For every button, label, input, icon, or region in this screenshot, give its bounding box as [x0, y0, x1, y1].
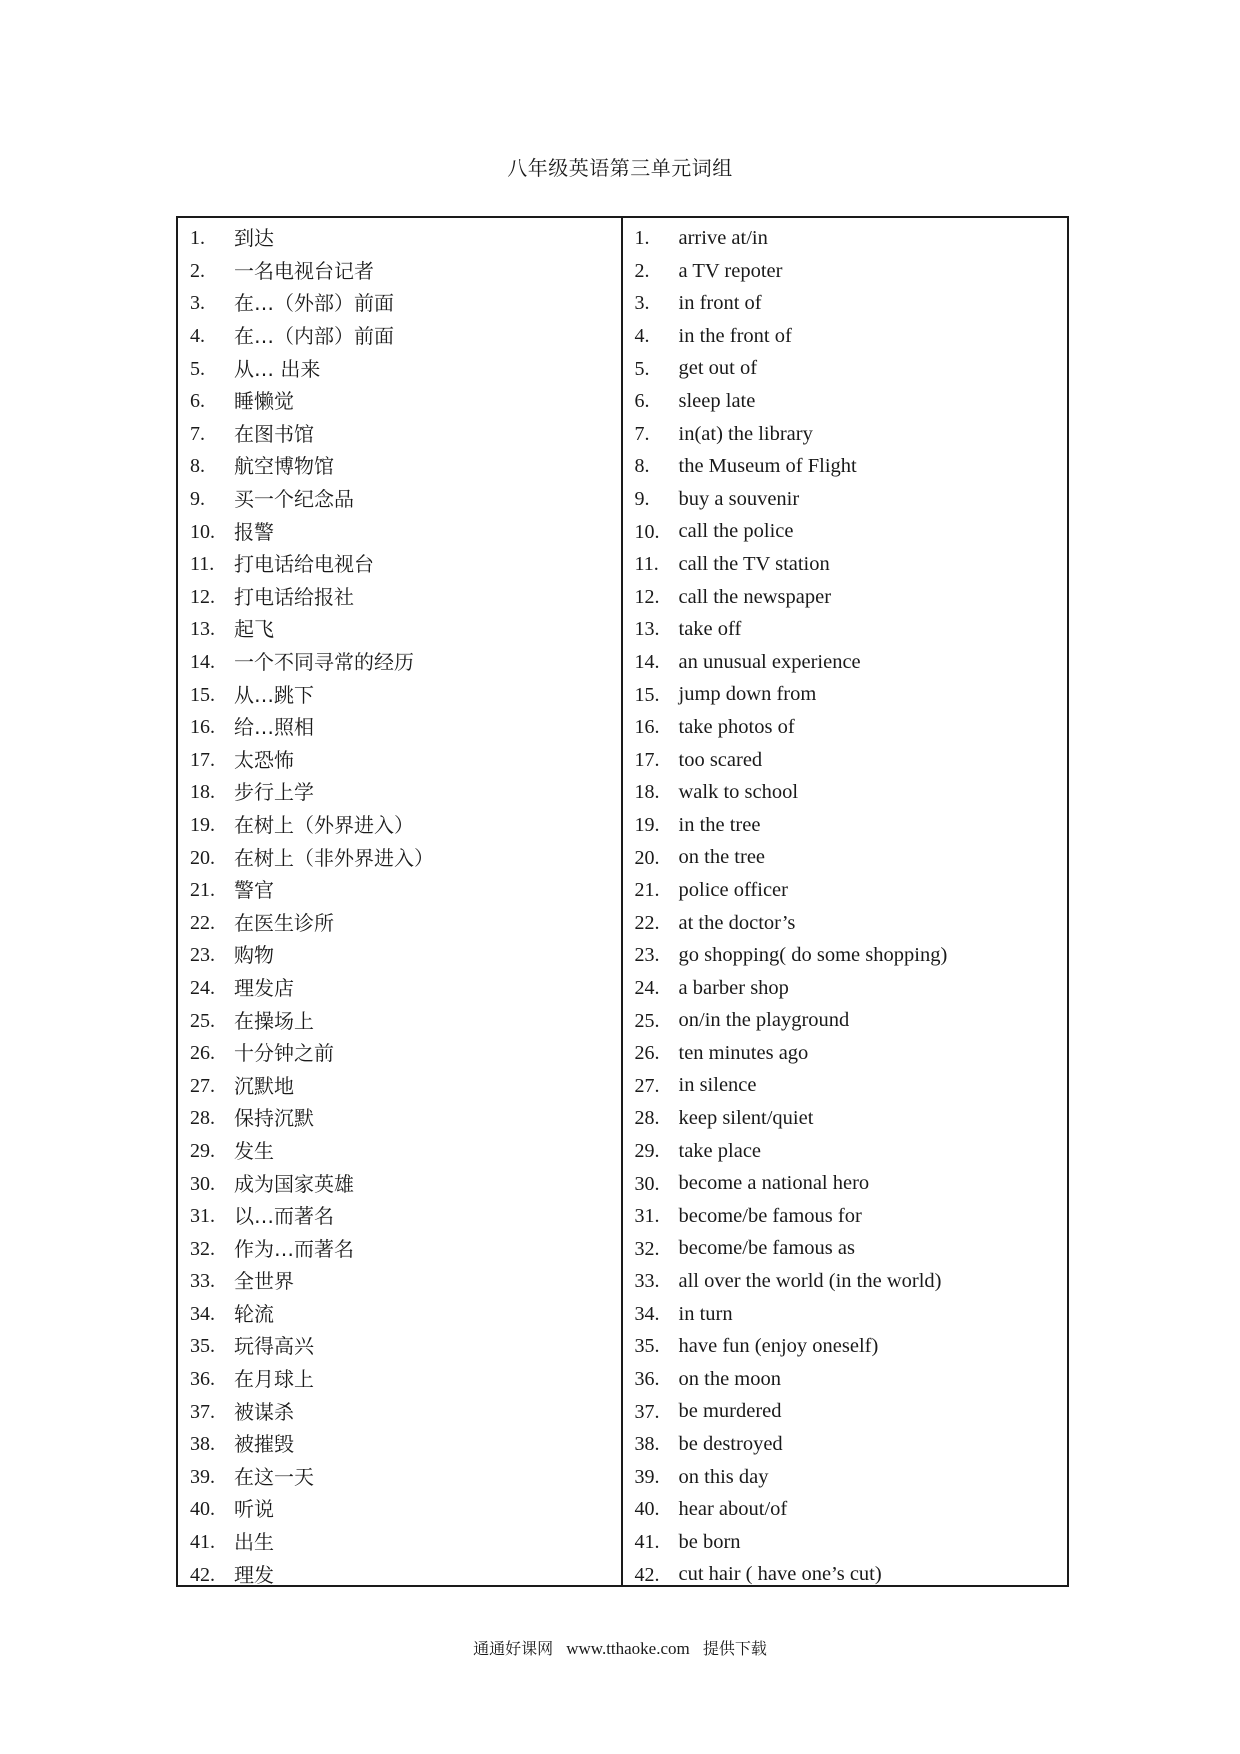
english-row — [623, 450, 1068, 483]
chinese-phrase: 在图书馆 — [234, 421, 314, 446]
item-number: 2. — [190, 259, 205, 282]
english-phrase: in turn — [678, 1302, 733, 1325]
chinese-phrase: 沉默地 — [234, 1073, 294, 1098]
chinese-phrase: 轮流 — [234, 1301, 274, 1326]
english-row — [623, 711, 1068, 744]
chinese-row — [178, 1167, 621, 1200]
item-number: 26. — [634, 1042, 660, 1065]
english-column — [623, 218, 1068, 1585]
english-phrase: be murdered — [678, 1400, 782, 1423]
item-number: 33. — [634, 1270, 660, 1293]
item-number: 38. — [634, 1433, 660, 1456]
item-number: 1. — [190, 227, 205, 250]
item-number: 28. — [190, 1107, 215, 1130]
chinese-row — [178, 1004, 621, 1037]
english-row — [623, 1069, 1068, 1102]
item-number: 3. — [634, 292, 650, 315]
english-phrase: buy a souvenir — [678, 487, 800, 510]
english-row — [623, 222, 1068, 255]
vocabulary-table — [176, 216, 1069, 1587]
chinese-row — [178, 1526, 621, 1559]
chinese-row — [178, 1330, 621, 1363]
english-row — [623, 678, 1068, 711]
english-phrase: on/in the playground — [678, 1009, 850, 1032]
english-phrase: take photos of — [678, 715, 795, 738]
chinese-row — [178, 255, 621, 288]
chinese-phrase: 以…而著名 — [234, 1204, 334, 1229]
item-number: 37. — [634, 1400, 660, 1423]
chinese-row — [178, 352, 621, 385]
item-number: 10. — [190, 520, 215, 543]
english-row — [623, 1330, 1068, 1363]
english-phrase: sleep late — [678, 390, 756, 413]
item-number: 14. — [190, 651, 215, 674]
english-row — [623, 1102, 1068, 1135]
english-phrase: arrive at/in — [678, 227, 768, 250]
chinese-row — [178, 1102, 621, 1135]
chinese-row — [178, 972, 621, 1005]
item-number: 21. — [190, 879, 215, 902]
chinese-phrase: 在树上（外界进入） — [234, 812, 414, 837]
item-number: 40. — [634, 1498, 660, 1521]
english-phrase: on this day — [678, 1465, 769, 1488]
english-row — [623, 874, 1068, 907]
item-number: 18. — [634, 781, 660, 804]
chinese-phrase: 买一个纪念品 — [234, 487, 354, 512]
chinese-phrase: 购物 — [234, 943, 274, 968]
english-row — [623, 1493, 1068, 1526]
english-row — [623, 776, 1068, 809]
item-number: 11. — [190, 553, 215, 576]
chinese-row — [178, 483, 621, 516]
item-number: 41. — [190, 1531, 215, 1554]
chinese-phrase: 在医生诊所 — [234, 910, 334, 935]
english-row — [623, 1363, 1068, 1396]
chinese-phrase: 步行上学 — [234, 780, 314, 805]
chinese-row — [178, 1298, 621, 1331]
english-phrase: call the newspaper — [678, 585, 832, 608]
chinese-row — [178, 1493, 621, 1526]
chinese-phrase: 睡懒觉 — [234, 389, 294, 414]
item-number: 33. — [190, 1270, 215, 1293]
english-phrase: in the front of — [678, 324, 792, 347]
english-row — [623, 483, 1068, 516]
item-number: 3. — [190, 292, 205, 315]
english-row — [623, 320, 1068, 353]
english-phrase: be destroyed — [678, 1433, 783, 1456]
item-number: 11. — [634, 553, 659, 576]
item-number: 31. — [190, 1205, 215, 1228]
english-phrase: a TV repoter — [678, 259, 783, 282]
chinese-phrase: 被摧毁 — [234, 1432, 294, 1457]
english-phrase: the Museum of Flight — [678, 455, 857, 478]
chinese-phrase: 成为国家英雄 — [234, 1171, 354, 1196]
footer-url: www.tthaoke.com — [566, 1639, 690, 1658]
item-number: 26. — [190, 1042, 215, 1065]
english-phrase: take off — [678, 618, 742, 641]
english-phrase: become/be famous for — [678, 1204, 862, 1227]
english-phrase: become a national hero — [678, 1172, 870, 1195]
chinese-row — [178, 1265, 621, 1298]
footer-suffix: 提供下载 — [702, 1639, 767, 1658]
item-number: 39. — [190, 1465, 215, 1488]
english-phrase: too scared — [678, 748, 763, 771]
item-number: 20. — [190, 846, 215, 869]
item-number: 6. — [190, 390, 205, 413]
item-number: 25. — [634, 1009, 660, 1032]
chinese-phrase: 保持沉默 — [234, 1106, 314, 1131]
item-number: 5. — [634, 357, 650, 380]
item-number: 8. — [634, 455, 650, 478]
item-number: 1. — [634, 227, 650, 250]
item-number: 17. — [634, 748, 660, 771]
english-phrase: keep silent/quiet — [678, 1107, 814, 1130]
chinese-phrase: 在操场上 — [234, 1008, 314, 1033]
chinese-row — [178, 1558, 621, 1591]
item-number: 4. — [634, 325, 650, 348]
english-phrase: ten minutes ago — [678, 1041, 809, 1064]
item-number: 9. — [634, 488, 650, 511]
chinese-row — [178, 841, 621, 874]
english-phrase: take place — [678, 1139, 762, 1162]
item-number: 36. — [190, 1368, 215, 1391]
footer-brand: 通通好课网 — [473, 1639, 554, 1658]
english-phrase: walk to school — [678, 781, 799, 804]
english-phrase: call the TV station — [678, 552, 830, 575]
item-number: 23. — [634, 944, 660, 967]
item-number: 16. — [190, 716, 215, 739]
english-row — [623, 646, 1068, 679]
english-phrase: become/be famous as — [678, 1237, 855, 1260]
chinese-row — [178, 1135, 621, 1168]
english-phrase: in the tree — [678, 813, 761, 836]
english-row — [623, 1232, 1068, 1265]
english-row — [623, 352, 1068, 385]
english-phrase: all over the world (in the world) — [678, 1270, 942, 1293]
chinese-row — [178, 581, 621, 614]
chinese-row — [178, 385, 621, 418]
chinese-row — [178, 515, 621, 548]
english-phrase: be born — [678, 1530, 741, 1553]
item-number: 4. — [190, 325, 205, 348]
chinese-row — [178, 906, 621, 939]
item-number: 27. — [190, 1074, 215, 1097]
item-number: 14. — [634, 651, 660, 674]
chinese-phrase: 一个不同寻常的经历 — [234, 650, 414, 675]
english-row — [623, 841, 1068, 874]
chinese-phrase: 在这一天 — [234, 1464, 314, 1489]
item-number: 32. — [190, 1237, 215, 1260]
item-number: 15. — [634, 683, 660, 706]
chinese-phrase: 打电话给电视台 — [234, 552, 374, 577]
chinese-phrase: 打电话给报社 — [234, 584, 354, 609]
chinese-phrase: 从…跳下 — [234, 682, 314, 707]
item-number: 30. — [634, 1172, 660, 1195]
english-phrase: have fun (enjoy oneself) — [678, 1335, 879, 1358]
item-number: 7. — [634, 422, 650, 445]
english-phrase: get out of — [678, 357, 758, 380]
english-row — [623, 1526, 1068, 1559]
item-number: 18. — [190, 781, 215, 804]
item-number: 39. — [634, 1465, 660, 1488]
chinese-row — [178, 1037, 621, 1070]
chinese-row — [178, 646, 621, 679]
chinese-phrase: 太恐怖 — [234, 747, 294, 772]
item-number: 25. — [190, 1009, 215, 1032]
english-row — [623, 287, 1068, 320]
chinese-row — [178, 1232, 621, 1265]
item-number: 19. — [190, 813, 215, 836]
item-number: 42. — [190, 1563, 215, 1586]
item-number: 16. — [634, 716, 660, 739]
item-number: 32. — [634, 1237, 660, 1260]
item-number: 30. — [190, 1172, 215, 1195]
chinese-phrase: 听说 — [234, 1497, 274, 1522]
item-number: 35. — [634, 1335, 660, 1358]
item-number: 42. — [634, 1563, 660, 1586]
item-number: 13. — [634, 618, 660, 641]
item-number: 7. — [190, 422, 205, 445]
chinese-phrase: 理发 — [234, 1562, 274, 1587]
item-number: 19. — [634, 813, 660, 836]
english-row — [623, 515, 1068, 548]
chinese-phrase: 警官 — [234, 878, 274, 903]
english-row — [623, 1265, 1068, 1298]
english-row — [623, 939, 1068, 972]
item-number: 10. — [634, 520, 660, 543]
chinese-phrase: 到达 — [234, 226, 274, 251]
page-title: 八年级英语第三单元词组 — [507, 156, 733, 180]
english-row — [623, 972, 1068, 1005]
english-row — [623, 809, 1068, 842]
item-number: 5. — [190, 357, 205, 380]
item-number: 24. — [634, 976, 660, 999]
english-phrase: in(at) the library — [678, 422, 813, 445]
item-number: 22. — [190, 911, 215, 934]
chinese-row — [178, 744, 621, 777]
item-number: 38. — [190, 1433, 215, 1456]
chinese-phrase: 出生 — [234, 1530, 274, 1555]
chinese-row — [178, 613, 621, 646]
chinese-phrase: 在…（内部）前面 — [234, 324, 394, 349]
item-number: 15. — [190, 683, 215, 706]
english-phrase: in front of — [678, 292, 762, 315]
chinese-row — [178, 320, 621, 353]
chinese-row — [178, 678, 621, 711]
english-row — [623, 1004, 1068, 1037]
chinese-phrase: 在树上（非外界进入） — [234, 845, 434, 870]
chinese-row — [178, 1428, 621, 1461]
item-number: 17. — [190, 748, 215, 771]
chinese-phrase: 在…（外部）前面 — [234, 291, 394, 316]
chinese-row — [178, 222, 621, 255]
chinese-phrase: 给…照相 — [234, 715, 314, 740]
chinese-phrase: 报警 — [234, 519, 274, 544]
item-number: 23. — [190, 944, 215, 967]
english-phrase: at the doctor’s — [678, 911, 796, 934]
chinese-row — [178, 1363, 621, 1396]
chinese-column — [178, 218, 623, 1585]
item-number: 13. — [190, 618, 215, 641]
english-row — [623, 613, 1068, 646]
item-number: 27. — [634, 1074, 660, 1097]
english-phrase: go shopping( do some shopping) — [678, 944, 948, 967]
footer — [0, 1636, 1240, 1659]
english-row — [623, 744, 1068, 777]
item-number: 8. — [190, 455, 205, 478]
chinese-phrase: 从… 出来 — [234, 356, 321, 381]
item-number: 12. — [634, 585, 660, 608]
english-row — [623, 906, 1068, 939]
chinese-phrase: 被谋杀 — [234, 1399, 294, 1424]
item-number: 12. — [190, 585, 215, 608]
item-number: 2. — [634, 259, 650, 282]
english-row — [623, 1298, 1068, 1331]
chinese-row — [178, 1200, 621, 1233]
chinese-row — [178, 711, 621, 744]
chinese-phrase: 起飞 — [234, 617, 274, 642]
english-row — [623, 1558, 1068, 1591]
chinese-row — [178, 287, 621, 320]
chinese-row — [178, 809, 621, 842]
chinese-phrase: 发生 — [234, 1138, 274, 1163]
english-row — [623, 1167, 1068, 1200]
item-number: 20. — [634, 846, 660, 869]
english-phrase: cut hair ( have one’s cut) — [678, 1563, 882, 1586]
chinese-row — [178, 548, 621, 581]
chinese-phrase: 航空博物馆 — [234, 454, 334, 479]
english-row — [623, 1135, 1068, 1168]
english-row — [623, 385, 1068, 418]
item-number: 34. — [634, 1302, 660, 1325]
chinese-phrase: 玩得高兴 — [234, 1334, 314, 1359]
english-row — [623, 1428, 1068, 1461]
item-number: 22. — [634, 911, 660, 934]
item-number: 34. — [190, 1302, 215, 1325]
item-number: 21. — [634, 879, 660, 902]
item-number: 29. — [634, 1139, 660, 1162]
chinese-phrase: 理发店 — [234, 975, 294, 1000]
english-row — [623, 418, 1068, 451]
english-row — [623, 1037, 1068, 1070]
chinese-phrase: 一名电视台记者 — [234, 258, 374, 283]
english-phrase: jump down from — [678, 683, 817, 706]
chinese-row — [178, 939, 621, 972]
item-number: 41. — [634, 1531, 660, 1554]
item-number: 29. — [190, 1139, 215, 1162]
english-phrase: on the tree — [678, 846, 766, 869]
chinese-row — [178, 776, 621, 809]
english-phrase: hear about/of — [678, 1498, 788, 1521]
chinese-row — [178, 1069, 621, 1102]
english-row — [623, 255, 1068, 288]
english-phrase: call the police — [678, 520, 794, 543]
item-number: 28. — [634, 1107, 660, 1130]
english-row — [623, 1461, 1068, 1494]
english-row — [623, 1200, 1068, 1233]
english-phrase: an unusual experience — [678, 650, 861, 673]
chinese-row — [178, 874, 621, 907]
item-number: 35. — [190, 1335, 215, 1358]
item-number: 6. — [634, 390, 650, 413]
english-row — [623, 548, 1068, 581]
english-row — [623, 581, 1068, 614]
item-number: 40. — [190, 1498, 215, 1521]
english-phrase: on the moon — [678, 1367, 781, 1390]
chinese-phrase: 全世界 — [234, 1269, 294, 1294]
chinese-row — [178, 1395, 621, 1428]
item-number: 24. — [190, 976, 215, 999]
english-phrase: a barber shop — [678, 976, 789, 999]
item-number: 36. — [634, 1368, 660, 1391]
item-number: 37. — [190, 1400, 215, 1423]
chinese-row — [178, 418, 621, 451]
chinese-phrase: 十分钟之前 — [234, 1041, 334, 1066]
chinese-phrase: 作为…而著名 — [234, 1236, 354, 1261]
chinese-row — [178, 450, 621, 483]
chinese-phrase: 在月球上 — [234, 1367, 314, 1392]
item-number: 31. — [634, 1205, 660, 1228]
english-phrase: in silence — [678, 1074, 757, 1097]
item-number: 9. — [190, 488, 205, 511]
chinese-row — [178, 1461, 621, 1494]
english-row — [623, 1395, 1068, 1428]
english-phrase: police officer — [678, 878, 788, 901]
